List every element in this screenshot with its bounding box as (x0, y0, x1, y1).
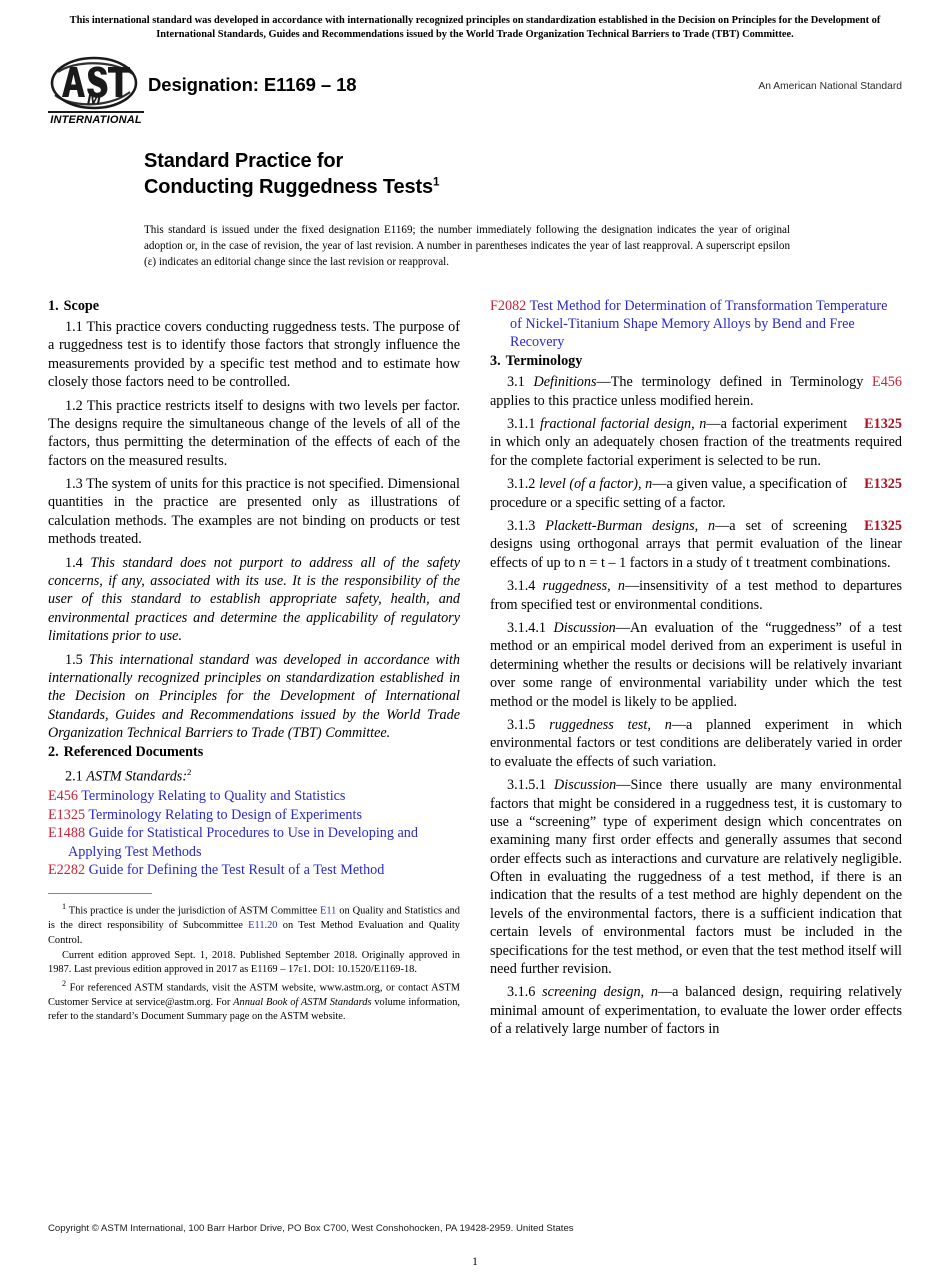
source-tag: E1325 (864, 476, 902, 493)
definition-dash: — (671, 716, 686, 733)
definition-label: 3.1.5 (507, 716, 536, 733)
footnote-marker: 1 (62, 902, 67, 912)
footnote-text: on Quality and Statistics and is the direct responsibility of Subcommittee (48, 905, 460, 932)
definition-term: ruggedness test, n (549, 716, 672, 733)
footnote-text: Current edition approved Sept. 1, 2018. Published September 2018. Originally approved in 1987. Last previous edition approved in 2017 as E1169 – 17ε1. DOI: 10.1520/E1169-18. (48, 949, 460, 976)
paragraph-label: 1.2 (65, 397, 83, 414)
document-header (48, 56, 902, 134)
subcommittee-link-e1120[interactable]: E11.20 (248, 920, 278, 932)
definition-dash: — (616, 777, 631, 794)
definition-term: ruggedness, n (542, 578, 625, 595)
definition-body: a set of screening designs using orthogonal arrays that permit evaluation of the linear effects of up to n = t – 1 factors in a study of t treatment combinations. (490, 518, 902, 571)
definition-term: level (of a factor), n (538, 476, 653, 493)
paragraph-label: 1.1 (65, 318, 83, 335)
definition-label: 3.1.4 (507, 578, 536, 595)
definition-3-1-4-1 (490, 619, 902, 711)
scope-heading: Scope (63, 297, 100, 314)
definition-3-1-4 (490, 577, 902, 614)
list-item[interactable] (48, 787, 460, 805)
tbt-banner: This international standard was developed in accordance with internationally recognized principles on standardization established in the Decision on Principles for the Development of International Standards, Guides and Recommendations issued by the World Trade Organization Technical Barriers to Trade (TBT) Committee. (69, 15, 881, 40)
definition-label: 3.1.4.1 (507, 620, 547, 636)
definition-label: 3.1 (507, 374, 525, 391)
definition-3-1-5 (490, 716, 902, 771)
right-column (490, 297, 902, 1039)
paragraph-text: The system of units for this practice is not specified. Dimensional quantities in the practice are presented only as illustrations of calculation methods. The examples are not binding on products or test methods treated. (48, 476, 460, 548)
document-page (0, 14, 950, 1286)
paragraph-label: 1.3 (65, 476, 83, 493)
footnote-edition (48, 949, 460, 978)
definition-dash: — (615, 620, 630, 636)
definition-3-1-6 (490, 983, 902, 1038)
footnote-text: on Test Method Evaluation and Quality Control. (48, 920, 460, 947)
definition-body: insensitivity of a test method to departures from specified test or environmental conditions. (490, 578, 903, 613)
title-line-1: Standard Practice for (144, 149, 344, 172)
definition-body: a given value, a specification of procedure or a specific setting of a factor. (490, 476, 848, 511)
definition-dash: — (706, 416, 721, 433)
refdocs-subheading-footnote: 2 (187, 767, 192, 777)
standard-id[interactable]: E1325 (48, 806, 86, 823)
standard-id[interactable]: F2082 (490, 297, 527, 314)
definition-body: Since there usually are many environmental factors that might be considered in a ruggedness test, it is customary to use a “screening” type of experiment design which concentrates on examining many first order effects and generally assumes that second order effects such as interactions and curvature are relatively negligible. Often in evaluating the ruggedness of a test method, if there is an indication that the results of a test method are highly dependent on the levels of the environmental factors, there is a sufficient indication that certain levels of environmental factors must be included in the specifications for the test method, or even that the test method itself will need further revision. (490, 777, 902, 978)
standard-title[interactable]: Terminology Relating to Quality and Statistics (81, 788, 346, 805)
refdocs-subheading: ASTM Standards: (86, 768, 188, 785)
standard-id[interactable]: E456 (48, 788, 78, 805)
scope-number: 1. (48, 297, 59, 314)
issue-note: This standard is issued under the fixed designation E1169; the number immediately following the designation indicates the year of original adoption or, in the case of revision, the year of last revision. A number in parentheses indicates the year of last reapproval. A superscript epsilon (ε) indicates an editorial change since the last revision or reapproval. (144, 224, 790, 268)
page-footer (48, 1223, 902, 1268)
page-title (144, 148, 902, 202)
definition-dash: — (657, 984, 673, 1001)
section-heading-scope (48, 297, 460, 315)
left-column (48, 297, 460, 1025)
ansi-note: An American National Standard (758, 80, 902, 92)
list-item[interactable] (48, 861, 460, 879)
footnote-marker: 2 (62, 978, 67, 988)
footnote-2 (48, 978, 460, 1025)
footnote-1 (48, 901, 460, 948)
designation-label: Designation: E1169 – 18 (148, 73, 357, 95)
footnote-text: This practice is under the jurisdiction of ASTM Committee (68, 905, 321, 917)
standard-id[interactable]: E2282 (48, 862, 86, 878)
terminology-heading: Terminology (505, 352, 583, 369)
definition-body: a factorial experiment in which only an adequately chosen fraction of the treatments required for the complete factorial experiment is selected to be run. (490, 416, 902, 469)
astm-logo-icon (48, 56, 140, 110)
definition-term: Plackett-Burman designs, n (545, 518, 716, 535)
definition-3-1-5-1 (490, 776, 902, 978)
definition-dash: — (715, 518, 730, 535)
source-tag: E1325 (864, 416, 902, 433)
terminology-link-e456[interactable]: E456 (872, 374, 902, 391)
definition-3-1 (490, 373, 902, 410)
definition-dash: — (652, 476, 667, 493)
definition-term: Discussion (553, 620, 616, 636)
astm-logo-letters: M (86, 88, 102, 108)
list-item[interactable] (48, 806, 460, 824)
definition-3-1-3 (490, 517, 902, 572)
section-heading-terminology (490, 352, 902, 370)
body-columns (48, 297, 902, 1039)
definition-label: 3.1.3 (507, 518, 536, 535)
paragraph-text: This practice covers conducting ruggedness tests. The purpose of a ruggedness test is to identify those factors that strongly influence the measurements provided by a specific test method and to estimate how closely those factors need to be controlled. (48, 318, 460, 391)
paragraph-text: This standard does not purport to address all of the safety concerns, if any, associated with its use. It is the responsibility of the user of this standard to establish appropriate safety, health, and environmental practices and determine the applicability of regulatory limitations prior to use. (48, 554, 460, 645)
referenced-standards-list (48, 787, 460, 879)
refdocs-sublabel: 2.1 (65, 768, 83, 785)
astm-logo-wordmark: INTERNATIONAL (48, 111, 144, 126)
definition-term: screening design, n (542, 984, 658, 1001)
terminology-number: 3. (490, 352, 501, 369)
definition-body: a planned experiment in which environmental factors or test conditions are deliberately varied in order to evaluate the effects of such variation. (490, 716, 902, 770)
footnotes-block (48, 893, 460, 1024)
definition-term: Definitions (533, 374, 597, 391)
footnote-italic-text: Annual Book of ASTM Standards (233, 996, 372, 1008)
paragraph-1-1 (48, 318, 460, 392)
paragraph-1-2 (48, 397, 460, 471)
refdocs-heading: Referenced Documents (63, 743, 204, 760)
list-item[interactable] (490, 297, 902, 352)
definition-body: An evaluation of the “ruggedness” of a test method or an empirical model derived from an experiment is useful in determining whether the results or decisions will be relatively invariant over some range of environmental variability under which the test method or the model is likely to be applied. (490, 620, 903, 710)
definition-dash: — (624, 578, 640, 595)
definition-3-1-2 (490, 475, 902, 512)
standard-title[interactable]: Terminology Relating to Design of Experiments (88, 806, 362, 823)
definition-label: 3.1.1 (507, 416, 536, 433)
footnote-text: For referenced ASTM standards, visit the ASTM website, www.astm.org, or contact ASTM Customer Service at service@astm.org. For (48, 982, 460, 1008)
definition-body: a balanced design, requiring relatively minimal amount of experimentation, to evaluate the lower order effects of a relatively large number of factors in (490, 984, 902, 1038)
paragraph-1-5 (48, 651, 460, 743)
footnote-separator-rule (48, 893, 152, 894)
paragraph-1-4 (48, 554, 460, 646)
astm-logo (48, 56, 144, 126)
committee-link-e11[interactable]: E11 (320, 905, 337, 917)
title-line-2: Conducting Ruggedness Tests (144, 176, 433, 199)
paragraph-label: 1.4 (65, 554, 83, 571)
page-number: 1 (472, 1256, 478, 1268)
list-item[interactable] (48, 824, 460, 861)
section-heading-referenced-documents (48, 743, 460, 761)
definition-label: 3.1.5.1 (507, 777, 547, 794)
referenced-standards-list-continued (490, 297, 902, 352)
definition-term: Discussion (554, 777, 617, 794)
paragraph-1-3 (48, 475, 460, 549)
scope-paragraphs (48, 318, 460, 743)
copyright-notice: Copyright © ASTM International, 100 Barr Harbor Drive, PO Box C700, West Conshohocken, PA 19428-2959. United States (48, 1223, 574, 1234)
standard-title[interactable]: Guide for Defining the Test Result of a Test Method (88, 862, 385, 878)
definition-dash: — (596, 374, 611, 391)
definition-label: 3.1.6 (507, 984, 536, 1001)
definition-term: fractional factorial design, n (540, 416, 707, 433)
title-block (144, 148, 902, 202)
paragraph-text: This international standard was developed in accordance with internationally recognized principles on standardization established in the Decision on Principles for the Development of International Standards, Guides and Recommendations issued by the World Trade Organization Technical Barriers to Trade (TBT) Committee. (48, 651, 460, 742)
definition-body-post: applies to this practice unless modified herein. (490, 392, 754, 409)
paragraph-label: 1.5 (65, 651, 83, 668)
standard-title[interactable]: Guide for Statistical Procedures to Use in Developing and Applying Test Methods (68, 825, 418, 860)
source-tag: E1325 (864, 518, 902, 535)
definition-body: The terminology defined in Terminology (610, 374, 873, 391)
definition-3-1-1 (490, 415, 902, 470)
standard-title[interactable]: Test Method for Determination of Transformation Temperature of Nickel-Titanium Shape Memory Alloys by Bend and Free Recovery (510, 297, 888, 351)
footnote-text: volume information, refer to the standard’s Document Summary page on the ASTM website. (48, 996, 460, 1023)
refdocs-number: 2. (48, 743, 59, 760)
standard-id[interactable]: E1488 (48, 825, 86, 842)
astm-standards-subheading (48, 767, 460, 786)
paragraph-text: This practice restricts itself to designs with two levels per factor. The designs require the simultaneous change of the levels of all of the factors, thus permitting the determination of the effects of each of the factors on the measured results. (48, 397, 460, 469)
definition-label: 3.1.2 (507, 476, 536, 493)
title-footnote-marker: 1 (432, 175, 440, 189)
